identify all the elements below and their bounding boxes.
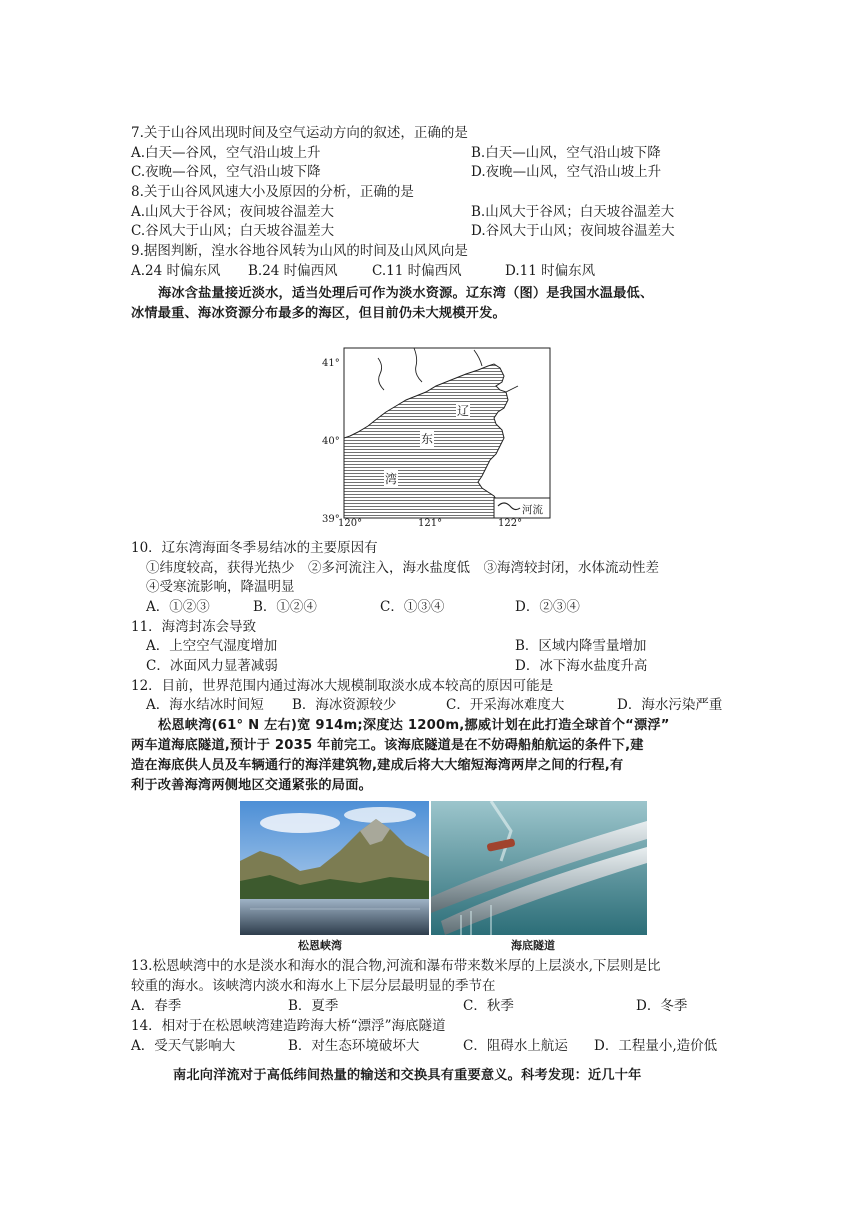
q9-option-a: A.24 时偏东风 [131,263,221,279]
q12-option-c: C．开采海冰难度大 [446,697,565,713]
q8-option-c: C.谷风大于山风；白天坡谷温差大 [131,223,335,239]
q13-stem-line1: 13.松恩峡湾中的水是淡水和海水的混合物,河流和瀑布带来数米厚的上层淡水,下层则是比 [131,958,661,974]
q13-stem-line2: 较重的海水。该峡湾内淡水和海水上下层分层最明显的季节在 [131,978,496,994]
q10-option-b: B．①②④ [253,599,317,615]
sognefjord-caption: 松恩峡湾 [298,939,342,952]
q11-option-b: B．区域内降雪量增加 [515,638,647,654]
q7-stem: 7.关于山谷风出现时间及空气运动方向的叙述，正确的是 [131,125,468,141]
q12-stem: 12．目前，世界范围内通过海冰大规模制取淡水成本较高的原因可能是 [131,678,554,694]
q10-statements-1: ①纬度较高，获得光热少 ②多河流注入，海水盐度低 ③海湾较封闭，水体流动性差 [146,560,659,576]
q11-option-c: C．冰面风力显著减弱 [146,658,278,674]
q9-stem: 9.据图判断，湟水谷地谷风转为山风的时间及山风风向是 [131,243,468,259]
q9-option-b: B.24 时偏西风 [248,263,338,279]
q9-option-d: D.11 时偏东风 [505,263,596,279]
q11-stem: 11．海湾封冻会导致 [131,619,257,635]
passage1-line1: 海冰含盐量接近淡水，适当处理后可作为淡水资源。辽东湾（图）是我国水温最低、 [158,286,654,301]
q13-option-d: D．冬季 [636,998,688,1014]
sognefjord-photo [240,801,429,953]
passage2-line4: 利于改善海湾两侧地区交通紧张的局面。 [131,778,372,793]
q10-stem: 10．辽东湾海面冬季易结冰的主要原因有 [131,540,378,556]
lat-label-41: 41° [322,358,340,369]
q14-option-a: A．受天气影响大 [131,1038,236,1054]
q7-option-d: D.夜晚—山风，空气沿山坡上升 [471,164,662,180]
q12-option-a: A．海水结冰时间短 [146,697,264,713]
q10-option-a: A．①②③ [146,599,210,615]
passage2-line3: 造在海底供人员及车辆通行的海洋建筑物,建成后将大大缩短海湾两岸之间的行程,有 [131,758,624,773]
q13-option-c: C．秋季 [463,998,514,1014]
bay-char-wan: 湾 [385,472,398,486]
lon-label-121: 121° [418,518,443,529]
tunnel-caption: 海底隧道 [511,939,555,952]
lon-label-120: 120° [338,518,363,529]
q11-option-d: D．冰下海水盐度升高 [515,658,648,674]
legend-river-label: 河流 [522,504,543,516]
tunnel-render-photo [431,801,647,953]
q12-option-b: B．海冰资源较少 [292,697,397,713]
q7-option-a: A.白天—谷风，空气沿山坡上升 [131,145,321,161]
q11-option-a: A．上空空气湿度增加 [146,638,278,654]
lon-label-122: 122° [498,518,523,529]
q9-option-c: C.11 时偏西风 [372,263,462,279]
q8-option-b: B.山风大于谷风；白天坡谷温差大 [471,204,675,220]
q8-option-a: A.山风大于谷风；夜间坡谷温差大 [131,204,335,220]
q14-stem: 14．相对于在松恩峡湾建造跨海大桥“漂浮”海底隧道 [131,1018,446,1034]
passage1-line2: 冰情最重、海冰资源分布最多的海区，但目前仍未大规模开发。 [131,306,506,321]
passage2-line2: 两车道海底隧道,预计于 2035 年前完工。该海底隧道是在不妨碍船舶航运的条件下,建 [131,738,644,753]
q13-option-a: A．春季 [131,998,182,1014]
q7-option-c: C.夜晚—谷风，空气沿山坡下降 [131,164,321,180]
q7-option-b: B.白天—山风，空气沿山坡下降 [471,145,661,161]
q8-option-d: D.谷风大于山风；夜间坡谷温差大 [471,223,675,239]
passage3-line1: 南北向洋流对于高低纬间热量的输送和交换具有重要意义。科考发现：近几十年 [173,1068,642,1083]
liaodong-bay-map [318,346,554,529]
q14-option-c: C．阻碍水上航运 [463,1038,568,1054]
bay-char-dong: 东 [421,432,434,446]
q10-statements-2: ④受寒流影响，降温明显 [146,579,295,595]
q10-option-d: D．②③④ [515,599,580,615]
q12-option-d: D．海水污染严重 [617,697,723,713]
q8-stem: 8.关于山谷风风速大小及原因的分析，正确的是 [131,184,414,200]
q13-option-b: B．夏季 [288,998,339,1014]
q10-option-c: C．①③④ [380,599,445,615]
q14-option-d: D．工程量小,造价低 [594,1038,718,1054]
lat-label-40: 40° [322,436,340,447]
q14-option-b: B．对生态环境破坏大 [288,1038,420,1054]
passage2-line1: 松恩峡湾(61° N 左右)宽 914m;深度达 1200m,挪威计划在此打造全球首个“漂浮” [158,718,670,733]
bay-char-liao: 辽 [457,404,470,418]
lat-label-39: 39° [322,514,340,525]
